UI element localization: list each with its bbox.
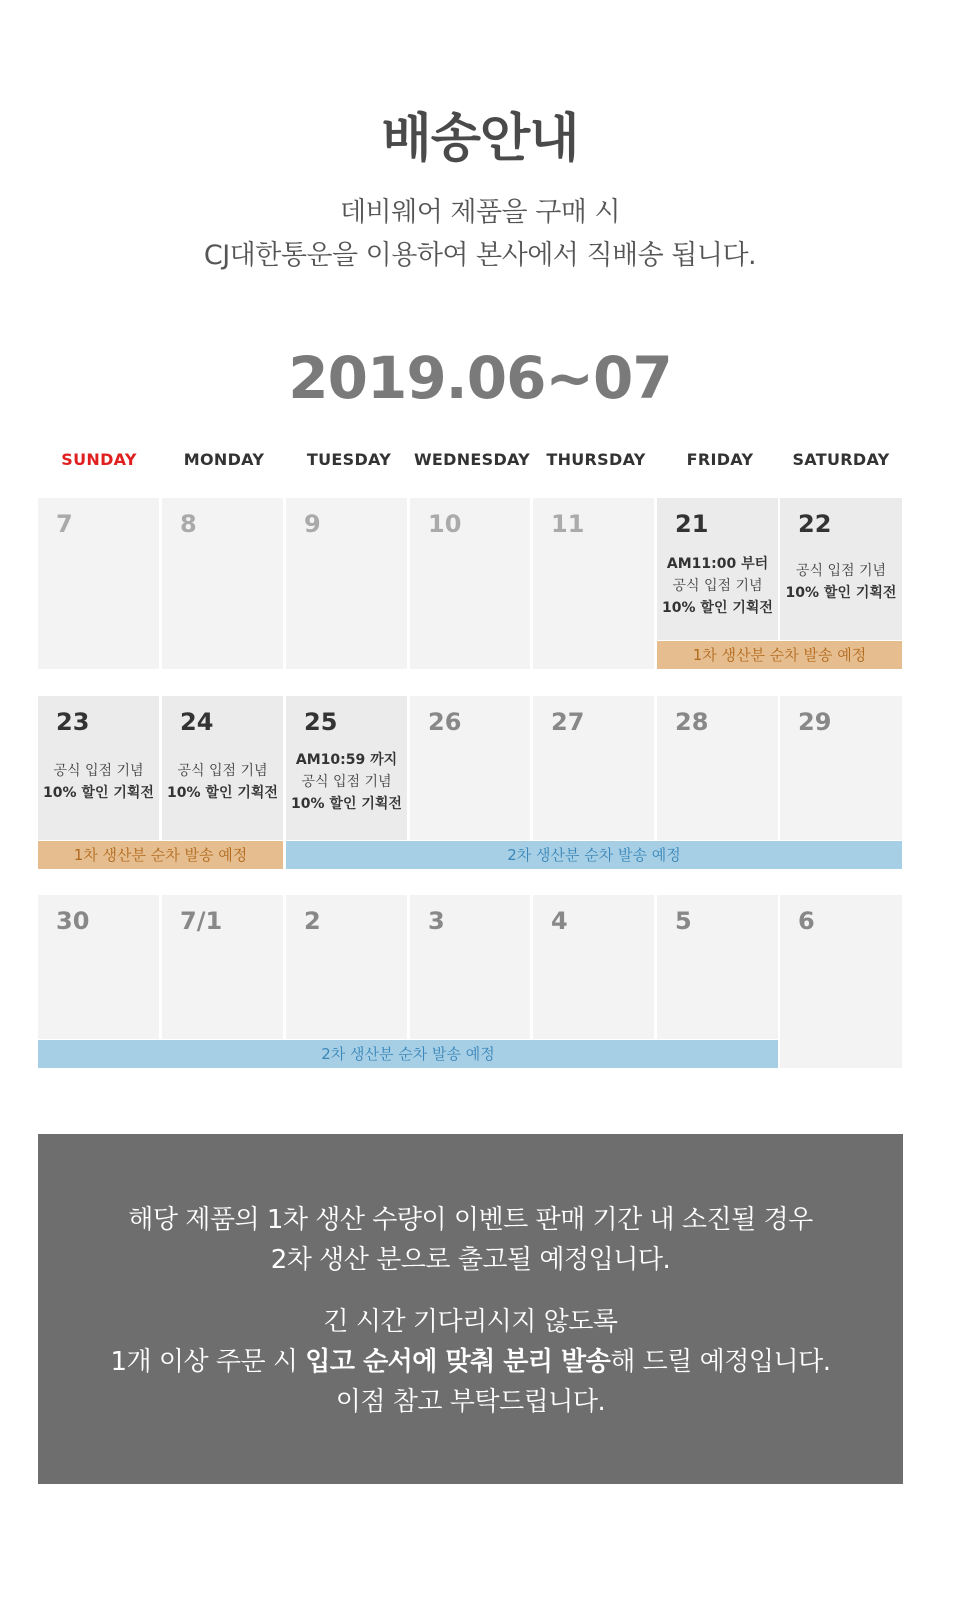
notice-line-3: 긴 시간 기다리시지 않도록 [323, 1307, 618, 1337]
notice-line-1: 해당 제품의 1차 생산 수량이 이벤트 판매 기간 내 소진될 경우 [128, 1205, 813, 1235]
calendar-cell-event [286, 696, 407, 840]
day-number: 5 [675, 907, 692, 935]
day-number: 6 [798, 907, 815, 935]
day-number: 26 [428, 708, 462, 736]
calendar-cell [780, 895, 902, 1068]
calendar-cell [533, 696, 654, 840]
day-number: 3 [428, 907, 445, 935]
calendar-cell [780, 696, 902, 840]
event-note: AM11:00 부터 공식 입점 기념 10% 할인 기획전 [662, 556, 773, 616]
day-number: 10 [428, 510, 462, 538]
calendar-cell [657, 895, 778, 1039]
event-note: AM10:59 까지 공식 입점 기념 10% 할인 기획전 [291, 752, 402, 812]
weekday-thursday: THURSDAY [546, 450, 646, 469]
day-number: 29 [798, 708, 832, 736]
calendar-cell [286, 498, 407, 669]
notice-line-4: 1개 이상 주문 시 입고 순서에 맞춰 분리 발송해 드릴 예정입니다. [110, 1347, 831, 1377]
day-number: 22 [798, 510, 832, 538]
notice-line-5: 이점 참고 부탁드립니다. [335, 1387, 606, 1417]
calendar-cell-event [657, 498, 778, 640]
calendar-cell [657, 696, 778, 840]
weekday-friday: FRIDAY [686, 450, 754, 469]
day-number: 8 [180, 510, 197, 538]
calendar-cell [410, 895, 530, 1039]
calendar-cell [533, 498, 654, 669]
day-number: 27 [551, 708, 585, 736]
event-note: 공식 입점 기념 10% 할인 기획전 [43, 763, 154, 801]
calendar-cell [38, 895, 159, 1039]
weekday-tuesday: TUESDAY [306, 450, 392, 469]
day-number: 30 [56, 907, 90, 935]
shipping-bar-second-batch: 2차 생산분 순차 발송 예정 [38, 1040, 778, 1068]
day-number: 7 [56, 510, 73, 538]
shipping-bar-first-batch: 1차 생산분 순차 발송 예정 [657, 641, 902, 669]
day-number: 24 [180, 708, 214, 736]
weekday-wednesday: WEDNESDAY [413, 450, 531, 469]
page-title: 배송안내 [381, 109, 579, 169]
day-number: 25 [304, 708, 338, 736]
calendar-cell [286, 895, 407, 1039]
subtitle-line-2: CJ대한통운을 이용하여 본사에서 직배송 됩니다. [203, 240, 757, 271]
weekday-monday: MONDAY [183, 450, 265, 469]
day-number: 21 [675, 510, 709, 538]
calendar-cell-event [780, 498, 902, 640]
day-number: 11 [551, 510, 585, 538]
event-note: 공식 입점 기념 10% 할인 기획전 [785, 563, 897, 601]
calendar-cell [410, 696, 530, 840]
day-number: 7/1 [180, 907, 223, 935]
subtitle-line-1: 데비웨어 제품을 구매 시 [339, 197, 621, 228]
day-number: 9 [304, 510, 321, 538]
calendar-cell [410, 498, 530, 669]
weekday-saturday: SATURDAY [792, 450, 890, 469]
notice-line-2: 2차 생산 분으로 출고될 예정입니다. [270, 1245, 671, 1275]
day-number: 2 [304, 907, 321, 935]
calendar-cell-event [38, 696, 159, 840]
shipping-bar-first-batch: 1차 생산분 순차 발송 예정 [38, 841, 283, 869]
notice-box [38, 1134, 903, 1484]
event-note: 공식 입점 기념 10% 할인 기획전 [167, 763, 278, 801]
day-number: 4 [551, 907, 568, 935]
calendar-cell [162, 498, 283, 669]
shipping-bar-second-batch: 2차 생산분 순차 발송 예정 [286, 841, 902, 869]
day-number: 28 [675, 708, 709, 736]
calendar-cell [533, 895, 654, 1039]
calendar-cell [38, 498, 159, 669]
day-number: 23 [56, 708, 90, 736]
calendar-cell [162, 895, 283, 1039]
notice-emphasis: 입고 순서에 맞춰 분리 발송 [305, 1347, 611, 1377]
calendar-period: 2019.06~07 [288, 344, 672, 412]
weekday-sunday: SUNDAY [61, 450, 137, 469]
calendar-cell-event [162, 696, 283, 840]
